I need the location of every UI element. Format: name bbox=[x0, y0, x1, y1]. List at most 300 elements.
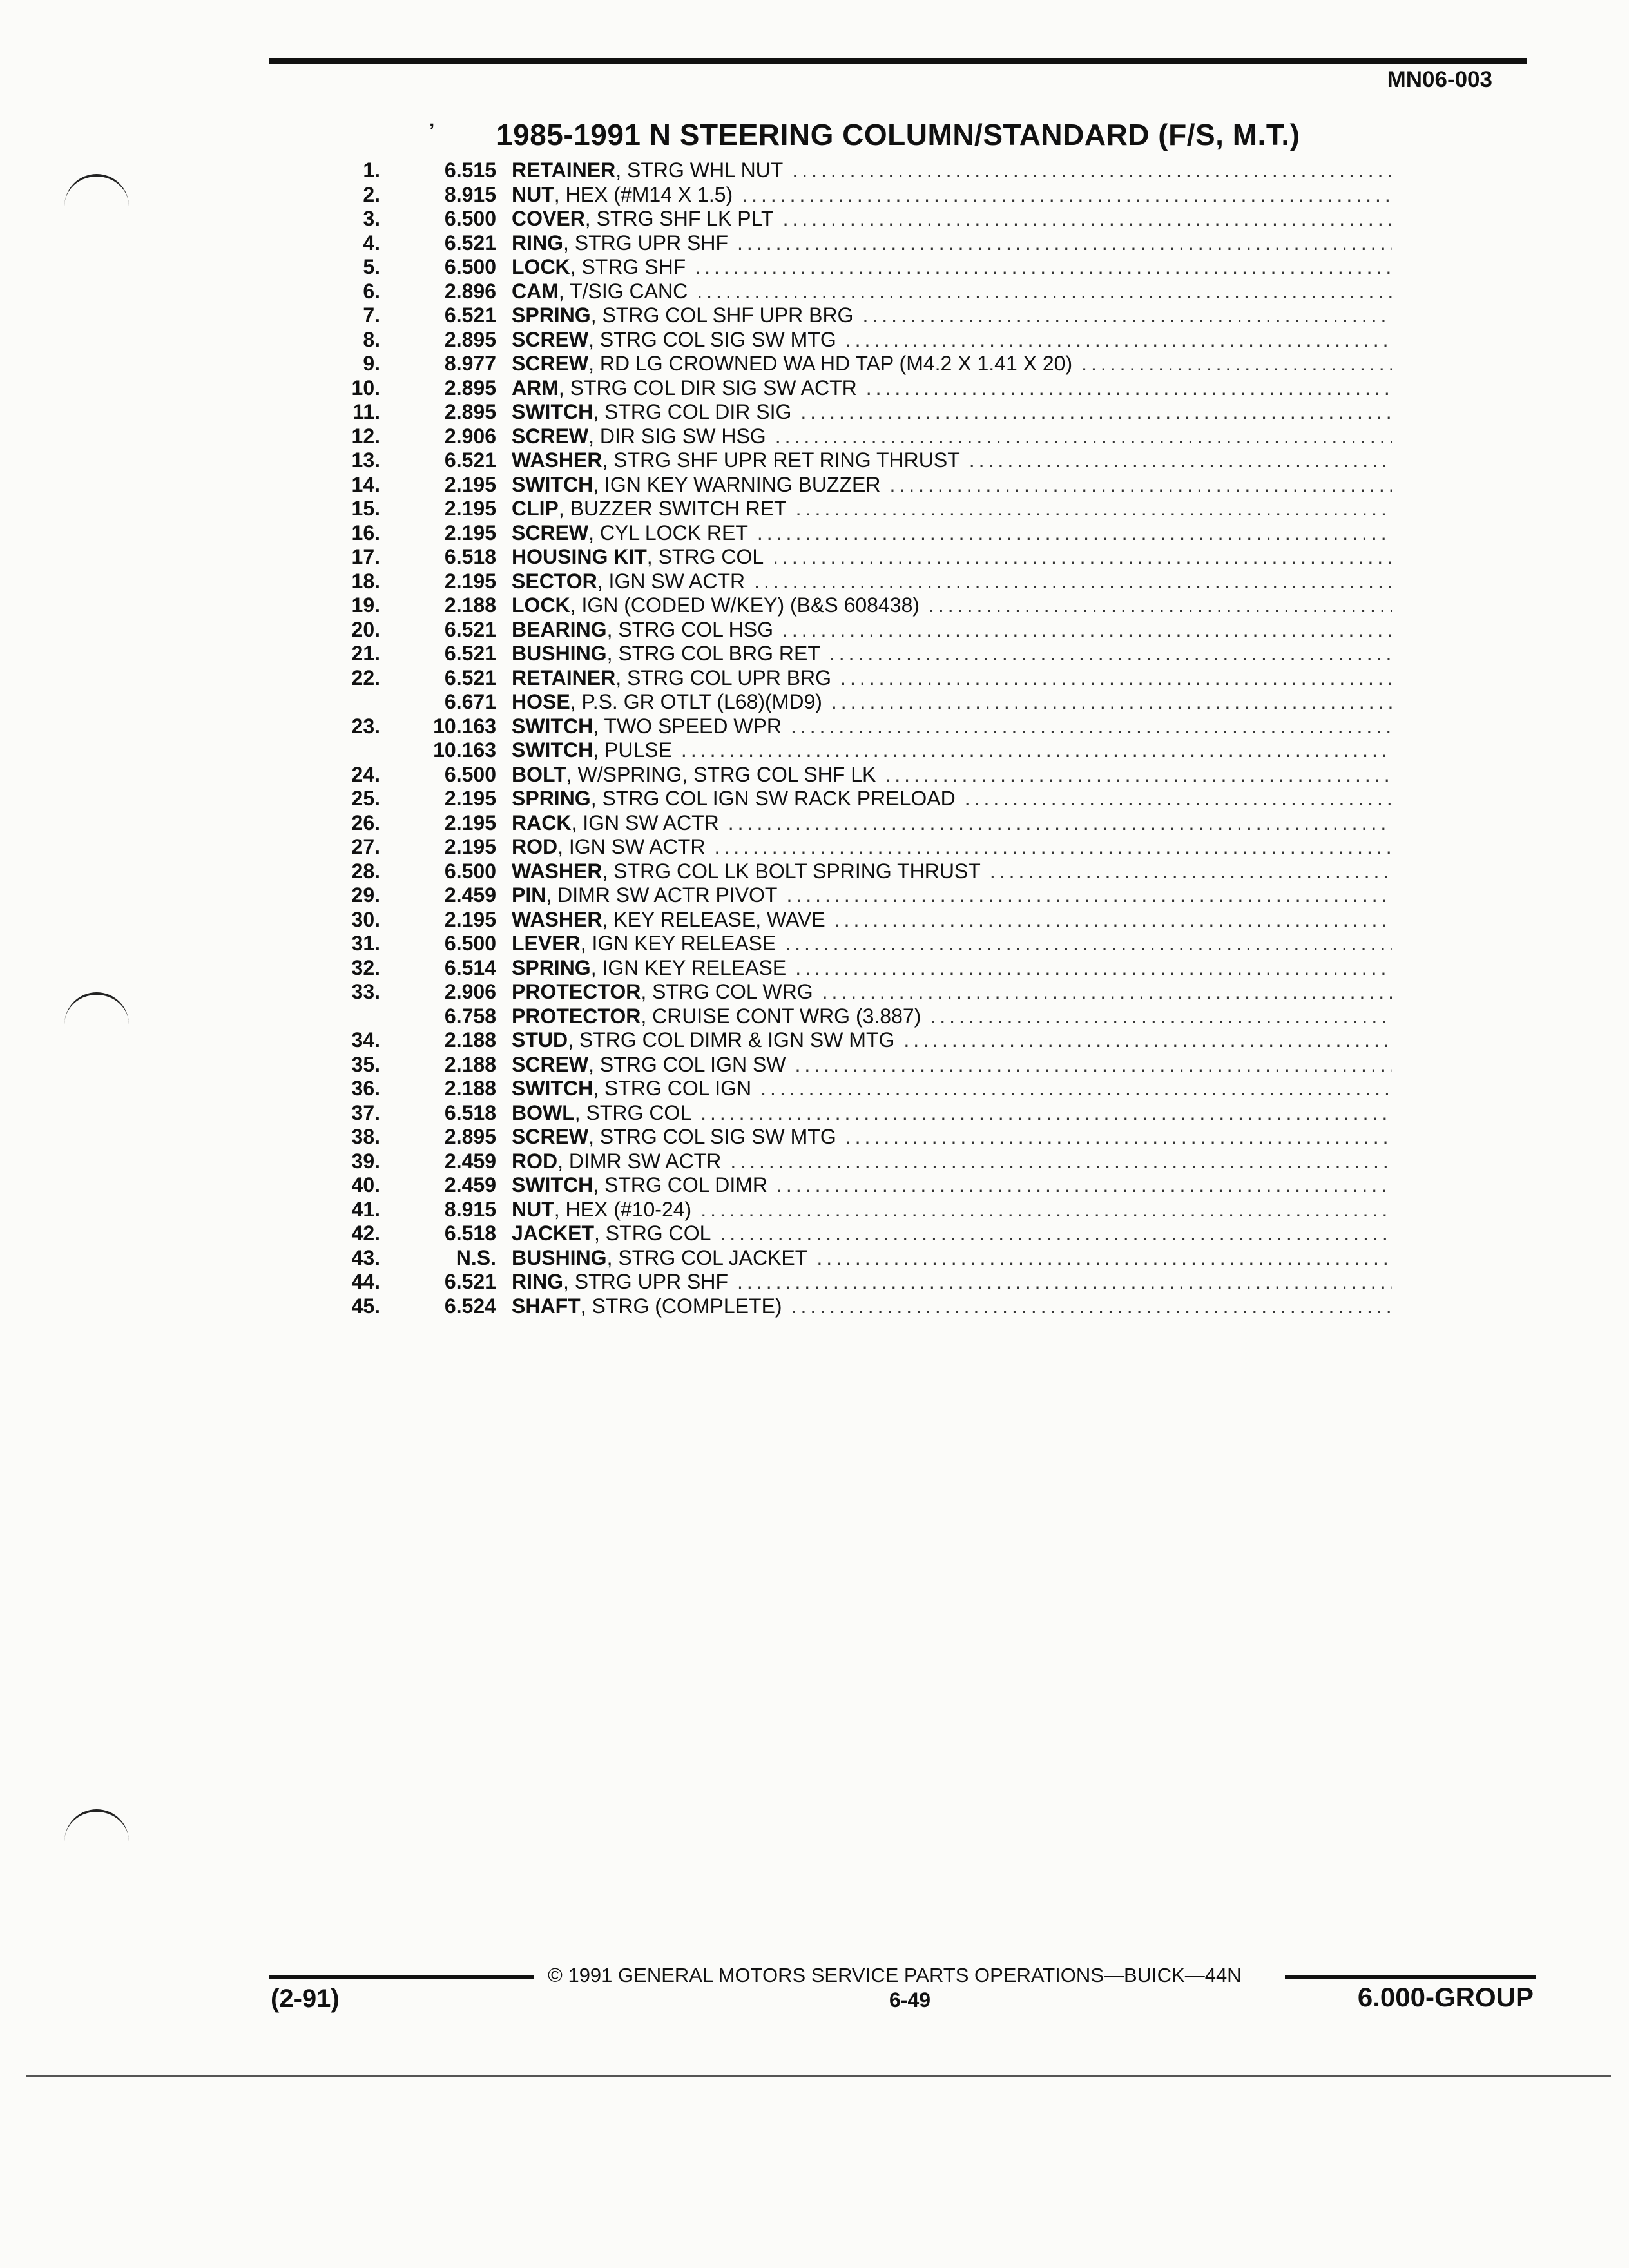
part-description bbox=[512, 521, 748, 546]
part-group-number: 6.521 bbox=[444, 448, 496, 472]
part-detail: , TWO SPEED WPR bbox=[593, 714, 782, 738]
part-name: RING bbox=[512, 1270, 563, 1293]
part-row bbox=[335, 835, 1392, 860]
dot-leader bbox=[773, 545, 1392, 570]
part-ref-number: 40. bbox=[351, 1173, 380, 1196]
part-name: NUT bbox=[512, 1197, 554, 1221]
part-group-number: 6.500 bbox=[444, 932, 496, 955]
dot-leader bbox=[792, 159, 1392, 183]
part-ref-number: 31. bbox=[351, 932, 380, 955]
dot-leader bbox=[903, 1028, 1392, 1053]
part-group-number: 2.195 bbox=[444, 472, 496, 496]
part-ref-number: 21. bbox=[351, 642, 380, 665]
dot-leader bbox=[990, 860, 1392, 884]
part-description bbox=[512, 932, 776, 956]
part-ref-number: 23. bbox=[351, 714, 380, 738]
part-description bbox=[512, 980, 813, 1004]
part-description bbox=[512, 400, 791, 425]
part-row bbox=[335, 376, 1392, 401]
part-ref-number: 16. bbox=[351, 521, 380, 544]
part-description bbox=[512, 255, 686, 280]
part-description bbox=[512, 1149, 721, 1174]
dot-leader bbox=[754, 570, 1392, 594]
dot-leader bbox=[866, 376, 1392, 401]
part-name: SWITCH bbox=[512, 714, 593, 738]
part-ref-number: 12. bbox=[351, 424, 380, 448]
part-description bbox=[512, 376, 857, 401]
part-description bbox=[512, 473, 880, 497]
part-description bbox=[512, 280, 688, 304]
dot-leader bbox=[775, 425, 1392, 449]
part-ref-number: 5. bbox=[363, 255, 380, 278]
dot-leader bbox=[728, 811, 1392, 836]
part-name: WASHER bbox=[512, 859, 602, 883]
part-row bbox=[335, 787, 1392, 811]
part-name: NUT bbox=[512, 182, 554, 206]
part-group-number: 2.896 bbox=[444, 279, 496, 303]
part-name: LEVER bbox=[512, 932, 581, 955]
part-detail: , KEY RELEASE, WAVE bbox=[602, 907, 825, 931]
part-ref-number: 10. bbox=[351, 376, 380, 399]
dot-leader bbox=[845, 1125, 1392, 1149]
dot-leader bbox=[800, 400, 1392, 425]
part-group-number: 2.895 bbox=[444, 327, 496, 351]
part-group-number: 6.521 bbox=[444, 617, 496, 641]
dot-leader bbox=[840, 666, 1392, 691]
part-name: PROTECTOR bbox=[512, 1004, 641, 1028]
dot-leader bbox=[700, 1198, 1392, 1222]
tick-mark: ʼ bbox=[429, 120, 435, 141]
footer-rule-left bbox=[269, 1975, 534, 1979]
part-name: BOWL bbox=[512, 1100, 575, 1124]
part-row bbox=[335, 1125, 1392, 1149]
part-ref-number: 4. bbox=[363, 231, 380, 255]
part-group-number: 6.500 bbox=[444, 255, 496, 278]
part-group-number: 2.188 bbox=[444, 1052, 496, 1076]
part-name: BEARING bbox=[512, 617, 607, 641]
page-number: 6-49 bbox=[889, 1988, 931, 2012]
part-ref-number: 33. bbox=[351, 980, 380, 1003]
part-name: SWITCH bbox=[512, 738, 593, 762]
part-group-number: 2.188 bbox=[444, 1077, 496, 1100]
dot-leader bbox=[786, 883, 1392, 908]
dot-leader bbox=[816, 1246, 1392, 1271]
part-description bbox=[512, 1125, 836, 1149]
dot-leader bbox=[730, 1149, 1392, 1174]
part-group-number: 6.671 bbox=[444, 690, 496, 713]
part-ref-number: 29. bbox=[351, 883, 380, 907]
part-description bbox=[512, 231, 728, 256]
part-group-number: 6.514 bbox=[444, 956, 496, 979]
part-row bbox=[335, 207, 1392, 231]
part-detail: , STRG SHF bbox=[570, 255, 686, 278]
part-row bbox=[335, 1004, 1392, 1029]
part-row bbox=[335, 400, 1392, 425]
part-detail: , STRG UPR SHF bbox=[563, 231, 729, 255]
part-group-number: 10.163 bbox=[433, 738, 496, 762]
part-ref-number: 3. bbox=[363, 207, 380, 230]
part-group-number: 2.459 bbox=[444, 883, 496, 907]
part-description bbox=[512, 1270, 728, 1294]
part-name: PIN bbox=[512, 883, 546, 907]
part-group-number: 6.500 bbox=[444, 762, 496, 786]
part-row bbox=[335, 1246, 1392, 1271]
part-description bbox=[512, 787, 956, 811]
part-name: LOCK bbox=[512, 255, 570, 278]
part-row bbox=[335, 715, 1392, 739]
part-description bbox=[512, 618, 773, 642]
part-description bbox=[512, 1198, 691, 1222]
part-ref-number: 37. bbox=[351, 1100, 380, 1124]
part-detail: , PULSE bbox=[593, 738, 672, 762]
part-description bbox=[512, 763, 876, 787]
part-detail: , STRG UPR SHF bbox=[563, 1270, 729, 1293]
dot-leader bbox=[929, 593, 1392, 618]
part-detail: , STRG COL IGN SW bbox=[588, 1052, 786, 1076]
part-description bbox=[512, 738, 672, 763]
part-detail: , STRG COL UPR BRG bbox=[615, 666, 832, 689]
part-detail: , STRG COL bbox=[646, 545, 764, 568]
part-detail: , STRG COL HSG bbox=[606, 617, 773, 641]
parts-list bbox=[335, 159, 1392, 1318]
part-name: SECTOR bbox=[512, 569, 597, 593]
dot-leader bbox=[862, 303, 1392, 328]
part-name: HOUSING KIT bbox=[512, 545, 647, 568]
part-row bbox=[335, 231, 1392, 256]
part-detail: , STRG COL WRG bbox=[641, 980, 813, 1003]
part-detail: , CRUISE CONT WRG (3.887) bbox=[641, 1004, 921, 1028]
part-group-number: 6.521 bbox=[444, 666, 496, 689]
part-name: BOLT bbox=[512, 762, 566, 786]
part-row bbox=[335, 1294, 1392, 1319]
part-name: SCREW bbox=[512, 1052, 589, 1076]
document-code: MN06-003 bbox=[1387, 67, 1492, 92]
part-detail: , STRG COL SIG SW MTG bbox=[588, 1125, 836, 1148]
dot-leader bbox=[795, 1053, 1393, 1077]
part-description bbox=[512, 425, 766, 449]
part-row bbox=[335, 1101, 1392, 1126]
part-ref-number: 25. bbox=[351, 787, 380, 810]
part-detail: , DIMR SW ACTR PIVOT bbox=[546, 883, 778, 907]
part-group-number: 6.524 bbox=[444, 1294, 496, 1318]
part-name: COVER bbox=[512, 207, 585, 230]
dot-leader bbox=[930, 1004, 1392, 1029]
part-ref-number: 7. bbox=[363, 303, 380, 327]
part-description bbox=[512, 545, 764, 570]
part-detail: , HEX (#M14 X 1.5) bbox=[554, 182, 733, 206]
part-detail: , STRG COL DIR SIG SW ACTR bbox=[558, 376, 857, 399]
part-group-number: 2.895 bbox=[444, 376, 496, 399]
dot-leader bbox=[831, 690, 1392, 715]
part-detail: , STRG COL IGN SW RACK PRELOAD bbox=[590, 787, 956, 810]
dot-leader bbox=[782, 618, 1392, 642]
dot-leader bbox=[695, 255, 1392, 280]
part-detail: , IGN SW ACTR bbox=[571, 811, 719, 834]
part-detail: , STRG COL SIG SW MTG bbox=[588, 327, 836, 351]
part-group-number: 8.915 bbox=[444, 1197, 496, 1221]
part-row bbox=[335, 497, 1392, 521]
part-row bbox=[335, 860, 1392, 884]
part-name: BUSHING bbox=[512, 1245, 607, 1269]
part-description bbox=[512, 956, 786, 981]
dot-leader bbox=[889, 473, 1392, 497]
part-name: RACK bbox=[512, 811, 572, 834]
part-detail: , IGN SW ACTR bbox=[557, 835, 706, 858]
part-row bbox=[335, 255, 1392, 280]
part-detail: , P.S. GR OTLT (L68)(MD9) bbox=[570, 690, 822, 713]
part-detail: , STRG COL bbox=[594, 1222, 711, 1245]
part-group-number: 6.518 bbox=[444, 1222, 496, 1245]
part-description bbox=[512, 1101, 691, 1126]
part-row bbox=[335, 1222, 1392, 1246]
part-row bbox=[335, 666, 1392, 691]
part-group-number: 2.906 bbox=[444, 424, 496, 448]
part-row bbox=[335, 1270, 1392, 1294]
part-row bbox=[335, 159, 1392, 183]
dot-leader bbox=[783, 207, 1392, 231]
part-row bbox=[335, 280, 1392, 304]
date-code: (2-91) bbox=[271, 1984, 340, 2013]
part-description bbox=[512, 159, 783, 183]
part-name: WASHER bbox=[512, 448, 602, 472]
top-rule bbox=[269, 58, 1527, 64]
footer-rule-right bbox=[1285, 1975, 1536, 1979]
part-description bbox=[512, 883, 777, 908]
part-row bbox=[335, 932, 1392, 956]
part-ref-number: 24. bbox=[351, 762, 380, 786]
part-row bbox=[335, 883, 1392, 908]
part-detail: , IGN SW ACTR bbox=[597, 569, 746, 593]
part-row bbox=[335, 956, 1392, 981]
part-description bbox=[512, 908, 825, 932]
part-row bbox=[335, 763, 1392, 787]
part-group-number: 2.895 bbox=[444, 1125, 496, 1148]
punch-hole-mark bbox=[64, 992, 129, 1033]
part-row bbox=[335, 642, 1392, 666]
part-description bbox=[512, 497, 787, 521]
part-name: ROD bbox=[512, 835, 558, 858]
part-name: SCREW bbox=[512, 424, 589, 448]
dot-leader bbox=[785, 932, 1392, 956]
part-name: SWITCH bbox=[512, 1077, 593, 1100]
part-ref-number: 38. bbox=[351, 1125, 380, 1148]
part-detail: , W/SPRING, STRG COL SHF LK bbox=[566, 762, 876, 786]
part-group-number: 6.521 bbox=[444, 231, 496, 255]
part-detail: , STRG (COMPLETE) bbox=[580, 1294, 782, 1318]
part-group-number: 2.195 bbox=[444, 521, 496, 544]
part-row bbox=[335, 303, 1392, 328]
bottom-rule bbox=[26, 2075, 1611, 2077]
part-ref-number: 22. bbox=[351, 666, 380, 689]
part-detail: , STRG COL IGN bbox=[593, 1077, 752, 1100]
part-ref-number: 13. bbox=[351, 448, 380, 472]
part-detail: , STRG WHL NUT bbox=[615, 159, 784, 182]
part-name: CLIP bbox=[512, 497, 559, 520]
dot-leader bbox=[969, 448, 1392, 473]
part-description bbox=[512, 1053, 786, 1077]
part-detail: , IGN KEY RELEASE bbox=[580, 932, 776, 955]
part-ref-number: 34. bbox=[351, 1028, 380, 1052]
part-ref-number: 8. bbox=[363, 327, 380, 351]
part-ref-number: 9. bbox=[363, 352, 380, 375]
part-description bbox=[512, 593, 920, 618]
part-group-number: 2.195 bbox=[444, 787, 496, 810]
part-name: HOSE bbox=[512, 690, 570, 713]
part-group-number: 2.195 bbox=[444, 569, 496, 593]
part-group-number: N.S. bbox=[456, 1245, 496, 1269]
part-detail: , STRG COL DIMR & IGN SW MTG bbox=[568, 1028, 895, 1052]
part-description bbox=[512, 1173, 767, 1198]
part-detail: , DIMR SW ACTR bbox=[557, 1149, 722, 1173]
part-description bbox=[512, 352, 1072, 376]
part-row bbox=[335, 1077, 1392, 1101]
part-group-number: 6.500 bbox=[444, 859, 496, 883]
part-detail: , STRG COL BRG RET bbox=[606, 642, 820, 665]
part-name: STUD bbox=[512, 1028, 568, 1052]
part-ref-number: 2. bbox=[363, 182, 380, 206]
dot-leader bbox=[742, 183, 1392, 207]
part-detail: , STRG COL bbox=[574, 1100, 692, 1124]
part-row bbox=[335, 473, 1392, 497]
part-detail: , HEX (#10-24) bbox=[554, 1197, 692, 1221]
part-group-number: 6.521 bbox=[444, 642, 496, 665]
part-group-number: 2.188 bbox=[444, 593, 496, 617]
part-description bbox=[512, 666, 831, 691]
part-row bbox=[335, 1173, 1392, 1198]
part-description bbox=[512, 1222, 711, 1246]
part-detail: , STRG COL LK BOLT SPRING THRUST bbox=[602, 859, 981, 883]
part-group-number: 10.163 bbox=[433, 714, 496, 738]
part-row bbox=[335, 690, 1392, 715]
part-name: SCREW bbox=[512, 1125, 589, 1148]
part-name: ARM bbox=[512, 376, 559, 399]
part-detail: , RD LG CROWNED WA HD TAP (M4.2 X 1.41 X 20) bbox=[588, 352, 1073, 375]
part-group-number: 6.515 bbox=[444, 159, 496, 182]
part-ref-number: 11. bbox=[352, 400, 380, 423]
dot-leader bbox=[757, 521, 1392, 546]
dot-leader bbox=[834, 908, 1392, 932]
dot-leader bbox=[829, 642, 1392, 666]
part-row bbox=[335, 980, 1392, 1004]
dot-leader bbox=[681, 738, 1392, 763]
part-name: RETAINER bbox=[512, 159, 616, 182]
part-group-number: 2.906 bbox=[444, 980, 496, 1003]
part-description bbox=[512, 690, 822, 715]
dot-leader bbox=[845, 328, 1392, 352]
dot-leader bbox=[796, 497, 1392, 521]
part-ref-number: 26. bbox=[351, 811, 380, 834]
part-group-number: 6.521 bbox=[444, 1270, 496, 1293]
part-ref-number: 1. bbox=[363, 159, 380, 182]
part-ref-number: 39. bbox=[351, 1149, 380, 1173]
part-row bbox=[335, 738, 1392, 763]
punch-hole-mark bbox=[64, 174, 129, 215]
part-group-number: 6.518 bbox=[444, 545, 496, 568]
part-row bbox=[335, 1149, 1392, 1174]
part-name: SPRING bbox=[512, 956, 591, 979]
part-ref-number: 19. bbox=[351, 593, 380, 617]
part-row bbox=[335, 328, 1392, 352]
part-group-number: 2.895 bbox=[444, 400, 496, 423]
part-ref-number: 27. bbox=[351, 835, 380, 858]
part-group-number: 6.500 bbox=[444, 207, 496, 230]
dot-leader bbox=[965, 787, 1392, 811]
part-ref-number: 17. bbox=[351, 545, 380, 568]
part-ref-number: 44. bbox=[351, 1270, 380, 1293]
part-description bbox=[512, 303, 853, 328]
part-row bbox=[335, 448, 1392, 473]
dot-leader bbox=[822, 980, 1392, 1004]
part-detail: , STRG SHF LK PLT bbox=[584, 207, 774, 230]
part-row bbox=[335, 425, 1392, 449]
part-ref-number: 45. bbox=[351, 1294, 380, 1318]
part-description bbox=[512, 642, 820, 666]
dot-leader bbox=[714, 835, 1392, 860]
part-name: SHAFT bbox=[512, 1294, 581, 1318]
part-description bbox=[512, 811, 719, 836]
part-group-number: 2.195 bbox=[444, 835, 496, 858]
dot-leader bbox=[791, 715, 1392, 739]
part-description bbox=[512, 570, 745, 594]
part-description bbox=[512, 448, 960, 473]
part-row bbox=[335, 908, 1392, 932]
group-code: 6.000-GROUP bbox=[1357, 1982, 1534, 2012]
part-group-number: 8.977 bbox=[444, 352, 496, 375]
part-ref-number: 43. bbox=[351, 1245, 380, 1269]
dot-leader bbox=[776, 1173, 1392, 1198]
part-description bbox=[512, 183, 733, 207]
part-name: ROD bbox=[512, 1149, 558, 1173]
part-detail: , STRG COL DIMR bbox=[593, 1173, 768, 1196]
part-detail: , IGN KEY WARNING BUZZER bbox=[593, 472, 881, 496]
part-name: SCREW bbox=[512, 521, 589, 544]
part-group-number: 6.518 bbox=[444, 1100, 496, 1124]
part-ref-number: 36. bbox=[351, 1077, 380, 1100]
part-detail: , IGN (CODED W/KEY) (B&S 608438) bbox=[570, 593, 920, 617]
part-group-number: 2.195 bbox=[444, 497, 496, 520]
part-group-number: 8.915 bbox=[444, 182, 496, 206]
part-ref-number: 6. bbox=[363, 279, 380, 303]
part-ref-number: 15. bbox=[351, 497, 380, 520]
part-detail: , CYL LOCK RET bbox=[588, 521, 748, 544]
part-description bbox=[512, 860, 981, 884]
part-ref-number: 28. bbox=[351, 859, 380, 883]
dot-leader bbox=[795, 956, 1392, 981]
dot-leader bbox=[720, 1222, 1392, 1246]
part-name: RING bbox=[512, 231, 563, 255]
part-row bbox=[335, 352, 1392, 376]
part-name: LOCK bbox=[512, 593, 570, 617]
part-group-number: 2.195 bbox=[444, 907, 496, 931]
copyright-notice: © 1991 GENERAL MOTORS SERVICE PARTS OPERATIONS—BUICK—44N bbox=[548, 1964, 1242, 1986]
part-ref-number: 18. bbox=[351, 569, 380, 593]
part-name: PROTECTOR bbox=[512, 980, 641, 1003]
part-name: CAM bbox=[512, 279, 559, 303]
part-group-number: 2.195 bbox=[444, 811, 496, 834]
part-row bbox=[335, 545, 1392, 570]
part-ref-number: 30. bbox=[351, 907, 380, 931]
part-detail: , STRG COL DIR SIG bbox=[593, 400, 792, 423]
part-ref-number: 32. bbox=[351, 956, 380, 979]
part-ref-number: 20. bbox=[351, 617, 380, 641]
part-group-number: 2.459 bbox=[444, 1173, 496, 1196]
part-description bbox=[512, 1004, 921, 1029]
part-detail: , T/SIG CANC bbox=[558, 279, 688, 303]
part-description bbox=[512, 1246, 807, 1271]
dot-leader bbox=[791, 1294, 1392, 1319]
dot-leader bbox=[1081, 352, 1392, 376]
part-ref-number: 14. bbox=[351, 472, 380, 496]
